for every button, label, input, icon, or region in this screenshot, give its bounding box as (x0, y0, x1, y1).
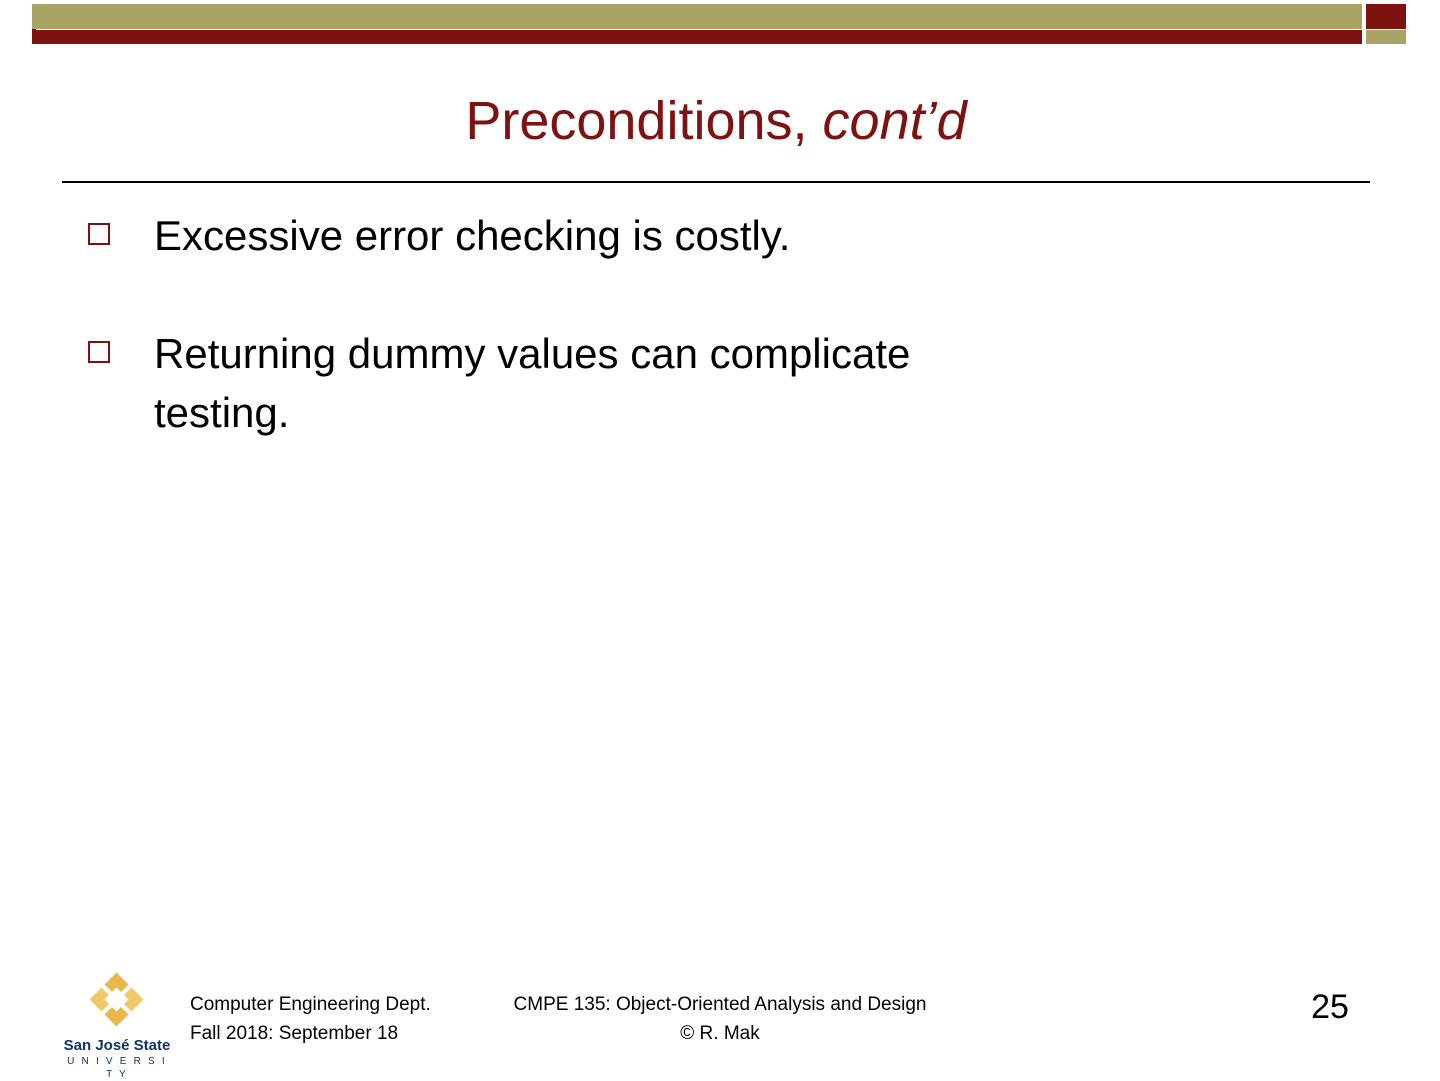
square-outline-bullet-icon (88, 341, 110, 363)
slide-top-decoration (0, 0, 1440, 48)
sjsu-logo (62, 976, 172, 1081)
bullet-text: Excessive error checking is costly. (154, 212, 791, 259)
decoration-olive-corner (1366, 30, 1406, 44)
diamond-shape (104, 987, 128, 1011)
title-underline-rule (62, 181, 1370, 183)
slide-title-separator: , (792, 91, 823, 151)
list-item (88, 324, 1358, 443)
square-outline-bullet-icon (88, 223, 110, 245)
footer-copyright: © R. Mak (680, 1023, 760, 1045)
slide-footer (0, 968, 1440, 1080)
slide-body (88, 206, 1358, 501)
list-item (88, 206, 1358, 266)
footer-left-block (190, 990, 431, 1049)
footer-course: CMPE 135: Object-Oriented Analysis and Design (513, 994, 927, 1015)
logo-subtitle: U N I V E R S I T Y (67, 1055, 167, 1080)
footer-center-block (440, 990, 1000, 1049)
decoration-olive-bar (32, 4, 1362, 29)
footer-term: Fall 2018: September 18 (190, 1023, 399, 1045)
decoration-maroon-bar (32, 30, 1362, 44)
slide-title-emphasis: cont’d (822, 91, 967, 151)
bullet-text: Returning dummy values can complicate testing. (154, 329, 911, 437)
slide-page-number: 25 (1311, 988, 1349, 1026)
slide-title (62, 92, 1370, 150)
slide-title-main: Preconditions (465, 91, 793, 151)
logo-name: San José State (63, 1037, 171, 1054)
decoration-maroon-corner (1366, 4, 1406, 29)
diamond-logo-icon (87, 976, 147, 1036)
footer-department: Computer Engineering Dept. (190, 994, 431, 1015)
